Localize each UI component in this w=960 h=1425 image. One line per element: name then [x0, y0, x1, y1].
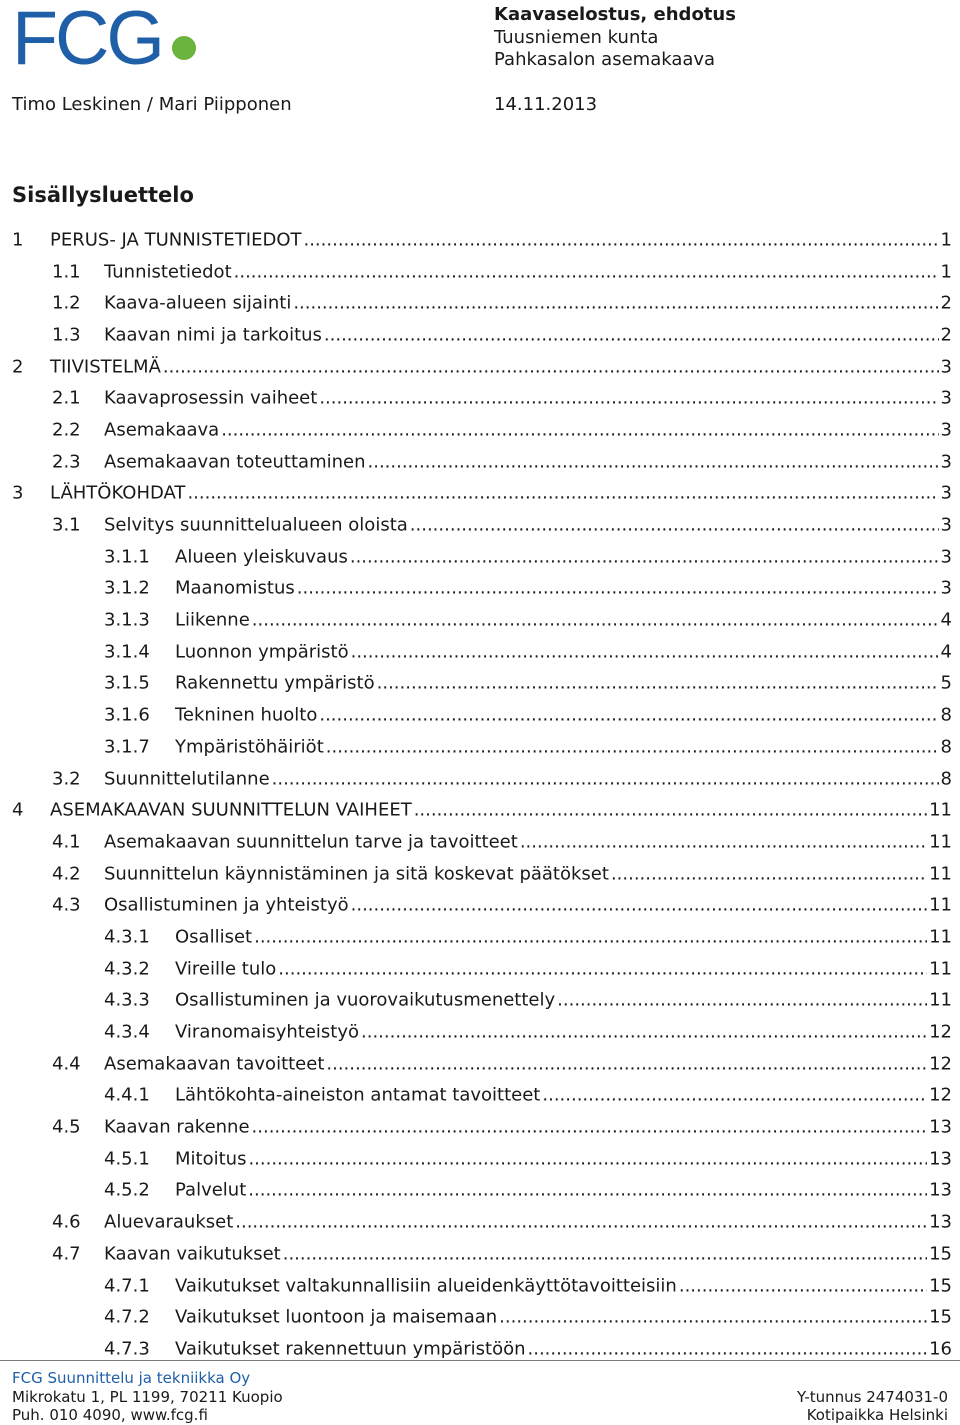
toc-entry-number: 3.2 [52, 768, 81, 790]
toc-entry-page: 1 [940, 261, 952, 283]
toc-entry-page: 4 [940, 641, 952, 663]
toc-leader-dots [303, 229, 938, 250]
toc-entry-page: 3 [940, 387, 952, 409]
plan-name: Pahkasalon asemakaava [494, 49, 716, 70]
toc-leader-dots [293, 293, 938, 314]
toc-entry-label: ASEMAKAAVAN SUUNNITTELUN VAIHEET [50, 799, 412, 821]
toc-leader-dots [163, 356, 939, 377]
toc-entry-page: 3 [940, 546, 952, 568]
toc-entry[interactable] [0, 541, 956, 573]
toc-entry-page: 15 [929, 1243, 952, 1265]
toc-leader-dots [283, 1243, 927, 1264]
toc-entry-page: 15 [929, 1306, 952, 1328]
toc-entry-page: 11 [929, 863, 952, 885]
toc-entry[interactable] [0, 1175, 956, 1207]
toc-entry[interactable] [0, 1270, 956, 1302]
toc-leader-dots [542, 1085, 927, 1106]
toc-entry-number: 4.3 [52, 894, 81, 916]
toc-entry-page: 11 [929, 799, 952, 821]
toc-entry-number: 4.5.1 [104, 1148, 150, 1170]
toc-leader-dots [326, 736, 939, 757]
toc-entry-number: 4.5.2 [104, 1179, 150, 1201]
toc-entry-page: 12 [929, 1084, 952, 1106]
toc-leader-dots [499, 1307, 927, 1328]
toc-entry-label: Kaavan vaikutukset [104, 1243, 281, 1265]
toc-entry-label: Asemakaavan suunnittelun tarve ja tavoitteet [104, 831, 518, 853]
toc-entry-label: Kaava-alueen sijainti [104, 292, 292, 314]
toc-entry-page: 8 [940, 736, 952, 758]
toc-entry-label: LÄHTÖKOHDAT [50, 482, 186, 504]
toc-entry-number: 2.3 [52, 451, 81, 473]
toc-entry-label: TIIVISTELMÄ [50, 356, 161, 378]
toc-entry-number: 3.1.6 [104, 704, 150, 726]
toc-entry-number: 3.1.4 [104, 641, 150, 663]
document-header [494, 4, 736, 72]
toc-entry[interactable] [0, 287, 956, 319]
toc-entry-number: 4.3.1 [104, 926, 150, 948]
toc-title: Sisällysluettelo [12, 183, 194, 207]
toc-leader-dots [414, 800, 927, 821]
toc-leader-dots [324, 324, 939, 345]
toc-entry-number: 4.7.1 [104, 1275, 150, 1297]
toc-entry[interactable] [0, 319, 956, 351]
toc-leader-dots [272, 768, 939, 789]
toc-entry[interactable] [0, 668, 956, 700]
toc-entry-number: 3 [12, 482, 24, 504]
toc-entry-number: 3.1.7 [104, 736, 150, 758]
toc-entry-number: 4.6 [52, 1211, 81, 1233]
toc-entry[interactable] [0, 858, 956, 890]
toc-entry-label: Suunnittelun käynnistäminen ja sitä koskevat päätökset [104, 863, 609, 885]
toc-entry-number: 1.1 [52, 261, 81, 283]
toc-entry-number: 3.1.2 [104, 577, 150, 599]
toc-entry[interactable] [0, 953, 956, 985]
fcg-logo [12, 4, 202, 68]
toc-entry-label: Lähtökohta-aineiston antamat tavoitteet [175, 1084, 541, 1106]
toc-entry-label: Maanomistus [175, 577, 295, 599]
toc-entry-number: 4.1 [52, 831, 81, 853]
toc-entry[interactable] [0, 731, 956, 763]
toc-entry-label: Vireille tulo [175, 958, 277, 980]
toc-leader-dots [410, 515, 939, 536]
toc-entry-number: 1.3 [52, 324, 81, 346]
toc-entry-label: Selvitys suunnittelualueen oloista [104, 514, 408, 536]
toc-entry-label: Kaavaprosessin vaiheet [104, 387, 318, 409]
toc-entry-number: 4.5 [52, 1116, 81, 1138]
toc-entry-page: 3 [940, 514, 952, 536]
toc-leader-dots [319, 705, 938, 726]
toc-entry-number: 1 [12, 229, 24, 251]
toc-entry-number: 3.1.5 [104, 672, 150, 694]
toc-leader-dots [326, 1053, 927, 1074]
toc-entry-label: PERUS- JA TUNNISTETIEDOT [50, 229, 302, 251]
toc-leader-dots [297, 578, 939, 599]
toc-entry-page: 13 [929, 1148, 952, 1170]
toc-entry[interactable] [0, 985, 956, 1017]
logo-dot [172, 36, 196, 60]
toc-entry-page: 3 [940, 482, 952, 504]
toc-leader-dots [368, 451, 939, 472]
toc-entry-page: 3 [940, 577, 952, 599]
toc-leader-dots [520, 831, 927, 852]
toc-entry-label: Ympäristöhäiriöt [175, 736, 324, 758]
toc-entry[interactable] [0, 382, 956, 414]
toc-entry-page: 1 [940, 229, 952, 251]
toc-leader-dots [248, 1148, 927, 1169]
toc-entry-page: 4 [940, 609, 952, 631]
toc-entry-page: 11 [929, 831, 952, 853]
toc-entry[interactable] [0, 1111, 956, 1143]
footer-divider [0, 1360, 960, 1361]
toc-entry-label: Mitoitus [175, 1148, 247, 1170]
toc-entry-label: Liikenne [175, 609, 250, 631]
toc-leader-dots [252, 610, 939, 631]
toc-entry[interactable] [0, 1048, 956, 1080]
toc-entry-number: 2.1 [52, 387, 81, 409]
toc-entry[interactable] [0, 256, 956, 288]
toc-entry-label: Asemakaavan tavoitteet [104, 1053, 325, 1075]
toc-entry-label: Luonnon ympäristö [175, 641, 349, 663]
toc-entry-page: 8 [940, 704, 952, 726]
toc-entry[interactable] [0, 1301, 956, 1333]
toc-leader-dots [221, 419, 938, 440]
authors: Timo Leskinen / Mari Piipponen [12, 94, 292, 115]
toc-entry-number: 4.3.2 [104, 958, 150, 980]
toc-entry-page: 11 [929, 926, 952, 948]
toc-leader-dots [528, 1338, 928, 1359]
toc-entry-label: Suunnittelutilanne [104, 768, 270, 790]
toc-entry-number: 3.1.3 [104, 609, 150, 631]
toc-leader-dots [278, 958, 927, 979]
toc-leader-dots [187, 483, 938, 504]
toc-entry-label: Vaikutukset rakennettuun ympäristöön [175, 1338, 526, 1360]
toc-entry-label: Osallistuminen ja vuorovaikutusmenettely [175, 989, 556, 1011]
toc-leader-dots [319, 388, 938, 409]
toc-entry[interactable] [0, 446, 956, 478]
toc-entry-number: 3.1 [52, 514, 81, 536]
footer-company: FCG Suunnittelu ja tekniikka Oy [12, 1369, 251, 1387]
toc-entry-page: 8 [940, 768, 952, 790]
toc-entry[interactable] [0, 414, 956, 446]
toc-entry-label: Palvelut [175, 1179, 247, 1201]
toc-entry-number: 4 [12, 799, 24, 821]
toc-entry-number: 1.2 [52, 292, 81, 314]
toc-entry[interactable] [0, 1238, 956, 1270]
toc-entry-page: 16 [929, 1338, 952, 1360]
document-type: Kaavaselostus, ehdotus [494, 4, 736, 25]
document-date: 14.11.2013 [494, 94, 598, 115]
footer-address: Mikrokatu 1, PL 1199, 70211 Kuopio [12, 1388, 283, 1406]
toc-entry-number: 4.7.2 [104, 1306, 150, 1328]
toc-entry-label: Asemakaavan toteuttaminen [104, 451, 366, 473]
footer-domicile: Kotipaikka Helsinki [806, 1406, 948, 1424]
toc-entry[interactable] [0, 478, 956, 510]
toc-leader-dots [248, 1180, 927, 1201]
toc-entry-label: Rakennettu ympäristö [175, 672, 375, 694]
toc-entry-number: 4.3.3 [104, 989, 150, 1011]
toc-entry-label: Tekninen huolto [175, 704, 318, 726]
toc-entry-number: 3.1.1 [104, 546, 150, 568]
toc-entry-label: Kaavan rakenne [104, 1116, 250, 1138]
toc-entry-page: 11 [929, 958, 952, 980]
toc-entry-page: 5 [940, 672, 952, 694]
toc-leader-dots [679, 1275, 927, 1296]
toc-entry-page: 3 [940, 419, 952, 441]
toc-leader-dots [235, 1212, 927, 1233]
toc-leader-dots [350, 546, 939, 567]
toc-leader-dots [252, 1117, 928, 1138]
toc-leader-dots [351, 895, 927, 916]
toc-entry-number: 4.4.1 [104, 1084, 150, 1106]
toc-entry-label: Osallistuminen ja yhteistyö [104, 894, 349, 916]
toc-entry[interactable] [0, 794, 956, 826]
toc-leader-dots [234, 261, 939, 282]
toc-entry-number: 2 [12, 356, 24, 378]
toc-entry-page: 11 [929, 894, 952, 916]
toc-entry[interactable] [0, 1206, 956, 1238]
toc-leader-dots [351, 641, 939, 662]
toc-entry[interactable] [0, 921, 956, 953]
toc-leader-dots [377, 673, 939, 694]
toc-entry-page: 3 [940, 451, 952, 473]
toc-entry[interactable] [0, 763, 956, 795]
toc-leader-dots [611, 863, 927, 884]
toc-entry-page: 13 [929, 1116, 952, 1138]
toc-entry-number: 4.7 [52, 1243, 81, 1265]
toc-entry[interactable] [0, 1016, 956, 1048]
toc-entry-page: 2 [940, 324, 952, 346]
toc-entry-page: 13 [929, 1179, 952, 1201]
toc-leader-dots [361, 1022, 927, 1043]
toc-entry-label: Tunnistetiedot [104, 261, 232, 283]
footer-contact: Puh. 010 4090, www.fcg.fi [12, 1406, 208, 1424]
toc-entry[interactable] [0, 1080, 956, 1112]
toc-entry[interactable] [0, 826, 956, 858]
toc-entry-label: Kaavan nimi ja tarkoitus [104, 324, 322, 346]
toc-entry[interactable] [0, 604, 956, 636]
table-of-contents [0, 224, 956, 1365]
toc-entry-label: Aluevaraukset [104, 1211, 234, 1233]
toc-leader-dots [254, 926, 927, 947]
toc-entry-page: 3 [940, 356, 952, 378]
toc-entry-label: Osalliset [175, 926, 253, 948]
toc-entry-page: 12 [929, 1053, 952, 1075]
toc-entry-number: 4.7.3 [104, 1338, 150, 1360]
toc-entry[interactable] [0, 699, 956, 731]
toc-entry-label: Asemakaava [104, 419, 220, 441]
toc-entry-number: 4.3.4 [104, 1021, 150, 1043]
toc-entry[interactable] [0, 351, 956, 383]
toc-entry-number: 4.4 [52, 1053, 81, 1075]
toc-entry-page: 12 [929, 1021, 952, 1043]
toc-entry[interactable] [0, 636, 956, 668]
toc-entry[interactable] [0, 889, 956, 921]
toc-entry[interactable] [0, 509, 956, 541]
toc-entry[interactable] [0, 224, 956, 256]
toc-entry-label: Alueen yleiskuvaus [175, 546, 348, 568]
toc-entry-number: 4.2 [52, 863, 81, 885]
toc-entry-page: 2 [940, 292, 952, 314]
toc-leader-dots [557, 990, 927, 1011]
fcg-logo-text: FCG [12, 4, 162, 68]
toc-entry[interactable] [0, 573, 956, 605]
toc-entry-label: Vaikutukset luontoon ja maisemaan [175, 1306, 498, 1328]
footer-business-id: Y-tunnus 2474031-0 [796, 1388, 948, 1406]
toc-entry[interactable] [0, 1143, 956, 1175]
toc-entry-number: 2.2 [52, 419, 81, 441]
toc-entry-page: 15 [929, 1275, 952, 1297]
municipality: Tuusniemen kunta [494, 26, 659, 48]
toc-entry-page: 11 [929, 989, 952, 1011]
toc-entry-label: Viranomaisyhteistyö [175, 1021, 360, 1043]
toc-entry-label: Vaikutukset valtakunnallisiin alueidenkäyttötavoitteisiin [175, 1275, 677, 1297]
toc-entry-page: 13 [929, 1211, 952, 1233]
